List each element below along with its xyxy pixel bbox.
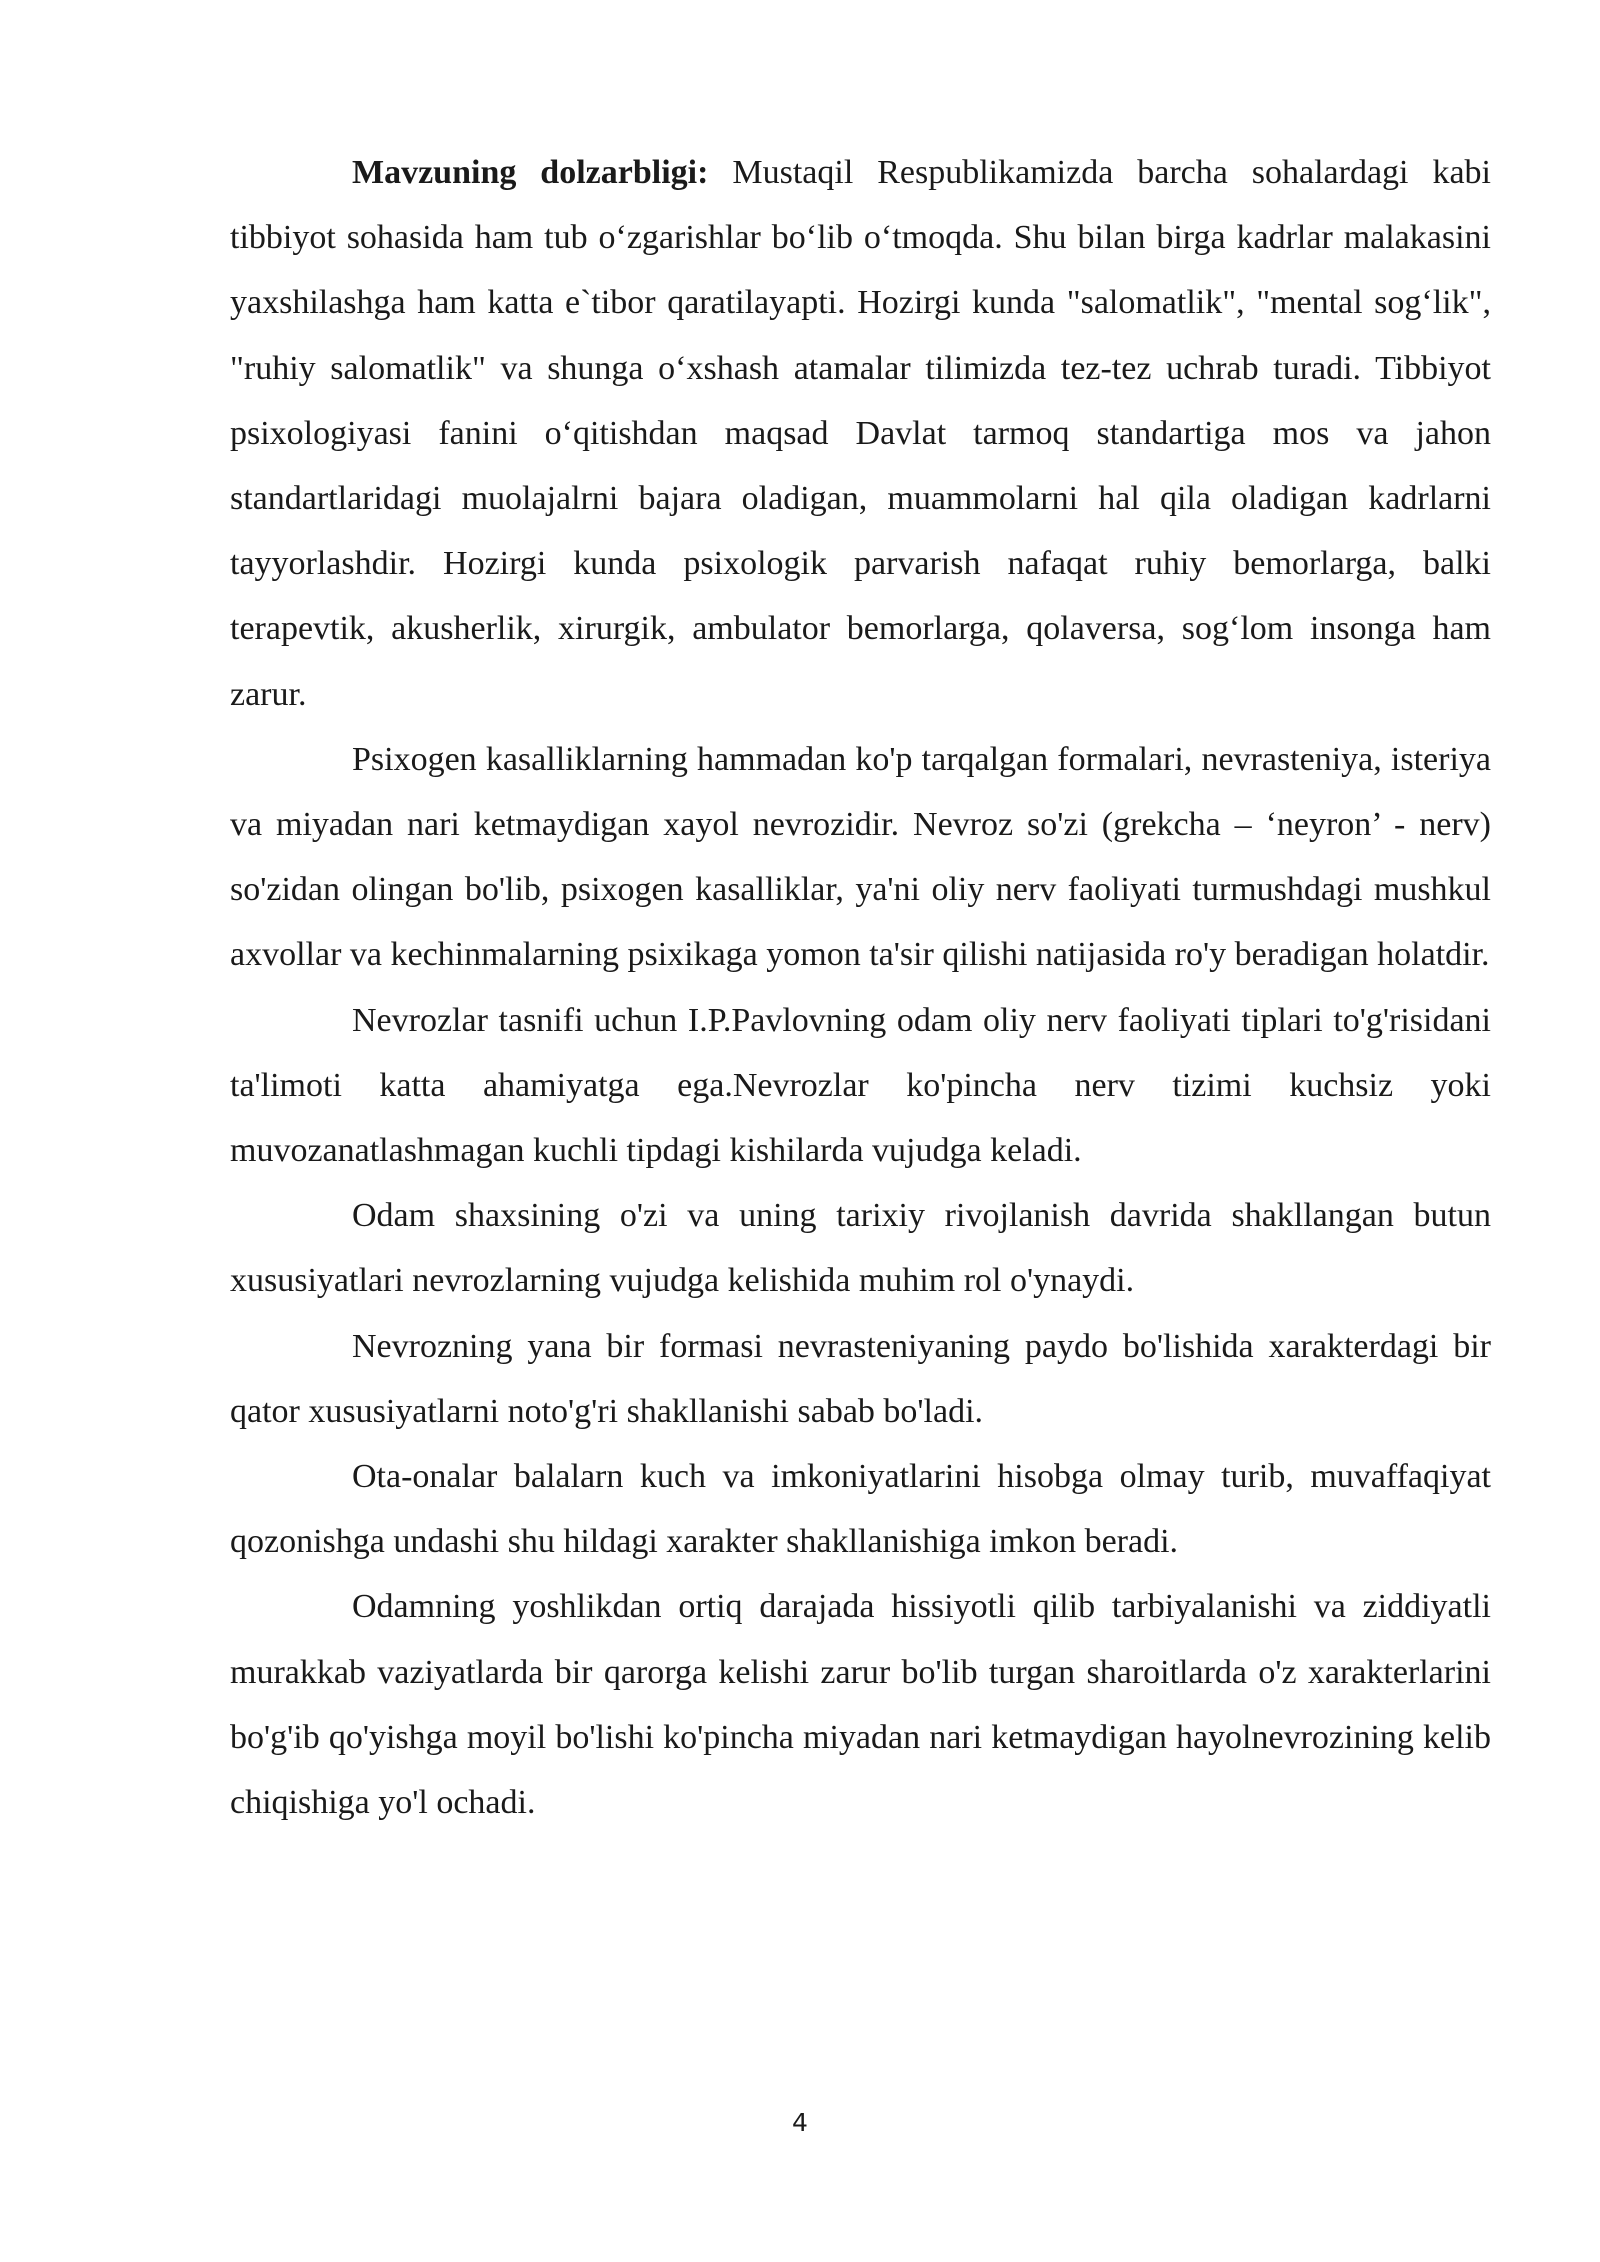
- paragraph: Psixogen kasalliklarning hammadan ko'p tarqalgan formalari, nevrasteniya, isteriya va miyadan nari ketmaydigan xayol nevrozidir. Nevroz so'zi (grekcha – ‘neyron’ - nerv) so'zidan olingan bo'lib, psixogen kasalliklar, ya'ni oliy nerv faoliyati turmushdagi mushkul axvollar va kechinmalarning psixikaga yomon ta'sir qilishi natijasida ro'y beradigan holatdir.: [230, 740, 1491, 974]
- paragraph: Odamning yoshlikdan ortiq darajada hissiyotli qilib tarbiyalanishi va ziddiyatli murakkab vaziyatlarda bir qarorga kelishi zarur bo'lib turgan sharoitlarda o'z xarakterlarini bo'g'ib qo'yishga moyil bo'lishi ko'pincha miyadan nari ketmaydigan hayolnevrozining kelib chiqishiga yo'l ochadi.: [230, 1588, 1491, 1822]
- paragraph: Odam shaxsining o'zi va uning tarixiy rivojlanish davrida shakllangan butun xususiyatlari nevrozlarning vujudga kelishida muhim rol o'ynaydi.: [230, 1197, 1491, 1300]
- paragraph-relevance: [230, 140, 1491, 727]
- section-heading-inline: Mavzuning dolzarbligi:: [352, 154, 709, 191]
- body-text: [230, 140, 1491, 1835]
- paragraph: Ota-onalar balalarn kuch va imkoniyatlarini hisobga olmay turib, muvaffaqiyat qozonishga undashi shu hildagi xarakter shakllanishiga imkon beradi.: [230, 1458, 1491, 1561]
- paragraph: Nevrozning yana bir formasi nevrasteniyaning paydo bo'lishida xarakterdagi bir qator xususiyatlarni noto'g'ri shakllanishi sabab bo'ladi.: [230, 1327, 1491, 1430]
- paragraph: Nevrozlar tasnifi uchun I.P.Pavlovning odam oliy nerv faoliyati tiplari to'g'risidani ta'limoti katta ahamiyatga ega.Nevrozlar ko'pincha nerv tizimi kuchsiz yoki muvozanatlashmagan kuchli tipdagi kishilarda vujudga keladi.: [230, 1001, 1491, 1170]
- paragraph-text: Mustaqil Respublikamizda barcha sohalardagi kabi tibbiyot sohasida ham tub o‘zgarishlar bo‘lib o‘tmoqda. Shu bilan birga kadrlar malakasini yaxshilashga ham katta e`tibor qaratilayapti. Hozirgi kunda "salomatlik", "mental sog‘lik", "ruhiy salomatlik" va shunga o‘xshash atamalar tilimizda tez-tez uchrab turadi. Tibbiyot psixologiyasi fanini o‘qitishdan maqsad Davlat tarmoq standartiga mos va jahon standartlaridagi muolajalrni bajara oladigan, muammolarni hal qila oladigan kadrlarni tayyorlashdir. Hozirgi kunda psixologik parvarish nafaqat ruhiy bemorlarga, balki terapevtik, akusherlik, xirurgik, ambulator bemorlarga, qolaversa, sog‘lom insonga ham zarur.: [230, 154, 1491, 713]
- page-number: 4: [792, 2108, 808, 2137]
